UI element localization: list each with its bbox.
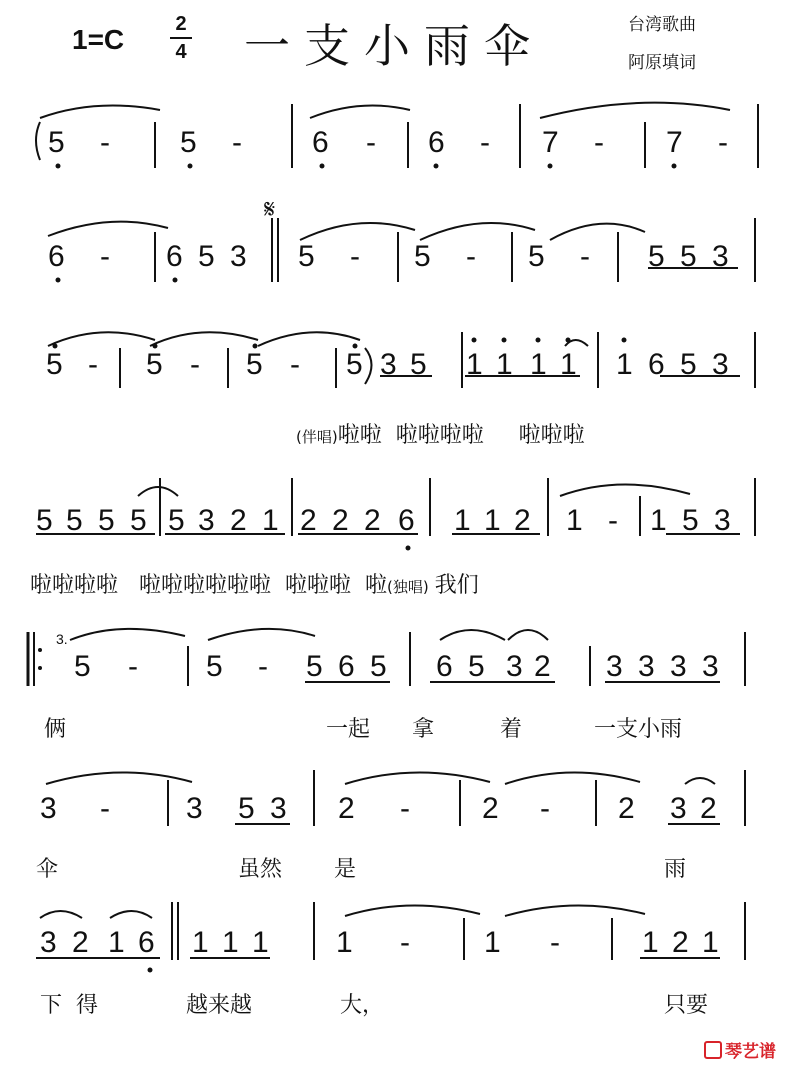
note: 5 [206, 650, 223, 683]
lyric-word: 只要 [664, 993, 709, 1018]
note: 6 [48, 240, 65, 273]
note: 6 [648, 348, 665, 381]
note: - [100, 240, 110, 273]
note: 2 [364, 504, 381, 537]
note: 2 [338, 792, 355, 825]
note: - [400, 792, 410, 825]
note: - [366, 126, 376, 159]
watermark-text: 琴艺谱 [725, 1042, 776, 1062]
note: - [350, 240, 360, 273]
note: 1 [192, 926, 209, 959]
note: 5 [98, 504, 115, 537]
note: 5 [238, 792, 255, 825]
note: 6 [398, 504, 415, 537]
note: 7 [666, 126, 683, 159]
note: - [100, 792, 110, 825]
note: 2 [700, 792, 717, 825]
chorus-tag: (伴唱) [296, 428, 338, 446]
note: 3 [638, 650, 655, 683]
note: 5 [648, 240, 665, 273]
note: 3 [186, 792, 203, 825]
note: 5 [74, 650, 91, 683]
note: 5 [370, 650, 387, 683]
lyrics-row-3 [296, 418, 585, 449]
note: - [128, 650, 138, 683]
note: 1 [566, 504, 583, 537]
note: 1 [484, 926, 501, 959]
note: 3 [230, 240, 247, 273]
repeat-dot [38, 648, 42, 652]
note: 3 [40, 926, 57, 959]
lyric-word: 越来越 [186, 993, 253, 1018]
note: 1 [616, 348, 633, 381]
key-signature: 1=C [72, 24, 125, 55]
note: 3 [714, 504, 731, 537]
watermark [704, 1037, 776, 1062]
note: 6 [312, 126, 329, 159]
note: - [232, 126, 242, 159]
note: 2 [618, 792, 635, 825]
row-3 [46, 348, 729, 381]
note: 3 [712, 348, 729, 381]
lyrics-text: 啦啦啦啦 啦啦啦啦啦啦 啦啦啦 啦 [30, 573, 387, 598]
note: 5 [682, 504, 699, 537]
time-denominator: 4 [175, 41, 187, 63]
note: 1 [484, 504, 501, 537]
note: 5 [680, 240, 697, 273]
lyric-word: 着 [500, 717, 523, 742]
note: 2 [332, 504, 349, 537]
note: - [88, 348, 98, 381]
note: - [100, 126, 110, 159]
note: 1 [560, 348, 577, 381]
note: 2 [672, 926, 689, 959]
note: 6 [138, 926, 155, 959]
note: 5 [180, 126, 197, 159]
note: 5 [410, 348, 427, 381]
note: 5 [680, 348, 697, 381]
lyricist-credit: 阿原填词 [628, 53, 696, 73]
repeat-dot [38, 666, 42, 670]
song-origin: 台湾歌曲 [628, 15, 696, 35]
notes-layer [36, 126, 731, 959]
logo-icon [704, 1041, 722, 1059]
note: 5 [414, 240, 431, 273]
lyric-word: 俩 [44, 717, 67, 742]
note: 5 [46, 348, 63, 381]
lyric-word: 大， [340, 993, 385, 1018]
note: - [718, 126, 728, 159]
note: 1 [222, 926, 239, 959]
note: - [466, 240, 476, 273]
note: 5 [146, 348, 163, 381]
note: 3 [380, 348, 397, 381]
row-7 [40, 926, 719, 959]
lyric-word: 一起 [326, 717, 371, 742]
note: 1 [650, 504, 667, 537]
note: 5 [66, 504, 83, 537]
lyric-word: 下 得 [40, 993, 98, 1018]
lyrics-row-4 [30, 568, 479, 599]
note: 1 [262, 504, 279, 537]
lyric-word: 雨 [664, 857, 687, 882]
note: 2 [514, 504, 531, 537]
time-numerator: 2 [175, 13, 187, 35]
note: 3 [506, 650, 523, 683]
lyrics-tail: 我们 [434, 573, 479, 598]
note: 1 [454, 504, 471, 537]
note: 6 [436, 650, 453, 683]
lyric-word: 虽然 [238, 857, 283, 882]
note: 6 [428, 126, 445, 159]
row-5 [74, 650, 719, 683]
note: 1 [466, 348, 483, 381]
lyric-word: 一支小雨 [594, 717, 683, 742]
note: 1 [336, 926, 353, 959]
note: 1 [702, 926, 719, 959]
note: 6 [166, 240, 183, 273]
note: 3 [712, 240, 729, 273]
note: 2 [534, 650, 551, 683]
note: - [400, 926, 410, 959]
note: 5 [246, 348, 263, 381]
row-2 [48, 240, 729, 273]
note: - [290, 348, 300, 381]
note: - [550, 926, 560, 959]
note: 3 [270, 792, 287, 825]
solo-tag: (独唱) [386, 578, 429, 596]
volta-marker: 3. [56, 631, 68, 647]
note: 7 [542, 126, 559, 159]
note: 2 [230, 504, 247, 537]
note: 2 [482, 792, 499, 825]
note: - [608, 504, 618, 537]
note: 3 [40, 792, 57, 825]
note: 5 [346, 348, 363, 381]
note: 3 [702, 650, 719, 683]
lyric-word: 伞 [36, 857, 59, 882]
note: 2 [72, 926, 89, 959]
note: - [540, 792, 550, 825]
note: 3 [198, 504, 215, 537]
note: 1 [496, 348, 513, 381]
note: - [480, 126, 490, 159]
note: 3 [670, 792, 687, 825]
note: 5 [198, 240, 215, 273]
lyric-word: 是 [334, 857, 357, 882]
row-4 [36, 504, 731, 537]
lyric-word: 拿 [412, 717, 435, 742]
segno-icon: 𝄋 [264, 194, 276, 224]
lyrics-text: 啦啦 啦啦啦啦 啦啦啦 [337, 423, 585, 448]
note: - [190, 348, 200, 381]
note: 5 [468, 650, 485, 683]
song-title: 一支小雨伞 [244, 19, 544, 73]
note: 1 [642, 926, 659, 959]
note: 5 [168, 504, 185, 537]
note: - [594, 126, 604, 159]
note: 5 [306, 650, 323, 683]
note: 3 [670, 650, 687, 683]
note: 3 [606, 650, 623, 683]
note: 1 [252, 926, 269, 959]
note: 2 [300, 504, 317, 537]
note: 5 [130, 504, 147, 537]
note: 1 [530, 348, 547, 381]
note: 6 [338, 650, 355, 683]
note: - [580, 240, 590, 273]
row-6 [40, 792, 717, 825]
note: - [258, 650, 268, 683]
note: 5 [528, 240, 545, 273]
note: 5 [36, 504, 53, 537]
note: 5 [298, 240, 315, 273]
row-1 [48, 126, 728, 159]
note: 1 [108, 926, 125, 959]
note: 5 [48, 126, 65, 159]
